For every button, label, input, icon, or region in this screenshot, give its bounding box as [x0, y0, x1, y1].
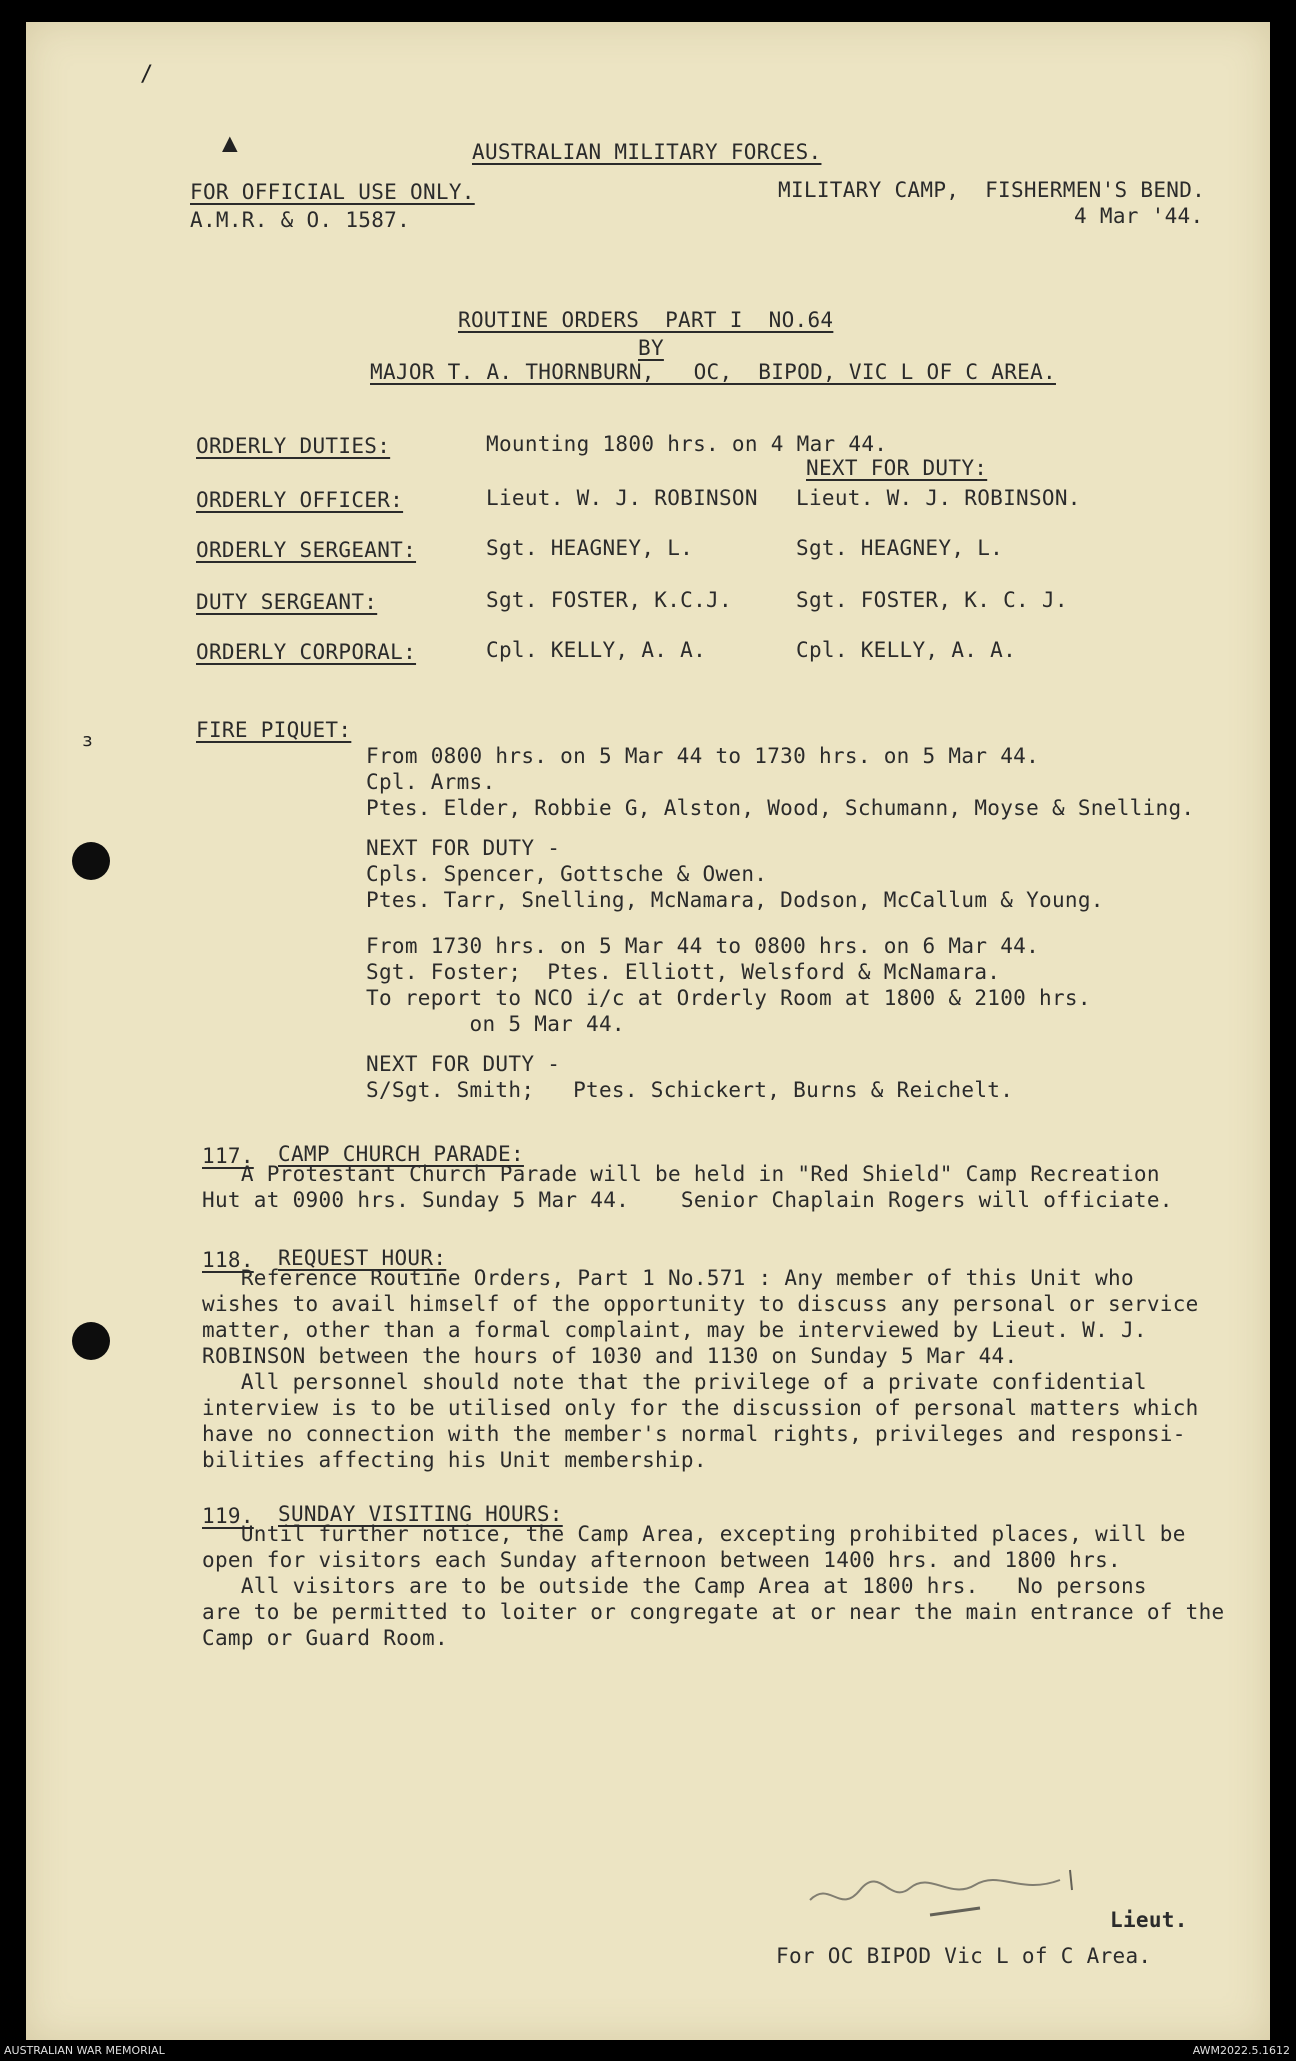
item-line: A Protestant Church Parade will be held in "Red Shield" Camp Recreation — [202, 1162, 1160, 1186]
item-line: Camp or Guard Room. — [202, 1626, 448, 1650]
duty-row-current: Lieut. W. J. ROBINSON — [486, 486, 758, 510]
duty-row-next: Lieut. W. J. ROBINSON. — [796, 486, 1081, 510]
official-use-label: FOR OFFICIAL USE ONLY. — [190, 180, 475, 204]
duty-row-next: Sgt. FOSTER, K. C. J. — [796, 588, 1068, 612]
item-number: 119. — [202, 1504, 254, 1528]
item-number: 117. — [202, 1144, 254, 1168]
amr-reference: A.M.R. & O. 1587. — [190, 208, 411, 232]
footer-source: AUSTRALIAN WAR MEMORIAL — [4, 2044, 165, 2057]
camp-location: MILITARY CAMP, FISHERMEN'S BEND. — [778, 178, 1206, 202]
fire-piquet-line: Sgt. Foster; Ptes. Elliott, Welsford & McNamara. — [366, 960, 1001, 984]
item-line: Until further notice, the Camp Area, excepting prohibited places, will be — [202, 1522, 1186, 1546]
orderly-duties-label: ORDERLY DUTIES: — [196, 434, 391, 458]
next-for-duty-heading: NEXT FOR DUTY: — [806, 456, 988, 480]
item-heading: SUNDAY VISITING HOURS: — [278, 1502, 563, 1526]
signature-rank: Lieut. — [1110, 1908, 1188, 1932]
duty-row-label: ORDERLY OFFICER: — [196, 488, 404, 512]
fire-piquet-line: Cpl. Arms. — [366, 770, 496, 794]
item-line: open for visitors each Sunday afternoon between 1400 hrs. and 1800 hrs. — [202, 1548, 1121, 1572]
item-line: All personnel should note that the privilege of a private confidential — [202, 1370, 1147, 1394]
signature-for: For OC BIPOD Vic L of C Area. — [776, 1944, 1152, 1968]
item-line: Hut at 0900 hrs. Sunday 5 Mar 44. Senior Chaplain Rogers will officiate. — [202, 1188, 1173, 1212]
item-line: All visitors are to be outside the Camp Area at 1800 hrs. No persons — [202, 1574, 1147, 1598]
ink-mark: ▲ — [222, 128, 238, 158]
footer-reference: AWM2022.5.1612 — [1192, 2044, 1290, 2057]
fire-piquet-line: NEXT FOR DUTY - — [366, 836, 561, 860]
fire-piquet-line: on 5 Mar 44. — [366, 1012, 625, 1036]
punch-hole-bottom — [72, 1322, 110, 1360]
orders-title: ROUTINE ORDERS PART I NO.64 — [458, 308, 834, 332]
fire-piquet-line: Ptes. Elder, Robbie G, Alston, Wood, Schumann, Moyse & Snelling. — [366, 796, 1195, 820]
item-heading: CAMP CHURCH PARADE: — [278, 1142, 524, 1166]
orderly-duties-value: Mounting 1800 hrs. on 4 Mar 44. — [486, 432, 888, 456]
duty-row-label: DUTY SERGEANT: — [196, 590, 378, 614]
duty-row-current: Sgt. FOSTER, K.C.J. — [486, 588, 732, 612]
item-line: have no connection with the member's normal rights, privileges and responsi- — [202, 1422, 1186, 1446]
document-title: AUSTRALIAN MILITARY FORCES. — [472, 140, 822, 164]
fire-piquet-line: S/Sgt. Smith; Ptes. Schickert, Burns & Reichelt. — [366, 1078, 1014, 1102]
orders-issuer: MAJOR T. A. THORNBURN, OC, BIPOD, VIC L OF C AREA. — [370, 360, 1056, 384]
item-line: are to be permitted to loiter or congregate at or near the main entrance of the — [202, 1600, 1225, 1624]
fire-piquet-line: To report to NCO i/c at Orderly Room at 1800 & 2100 hrs. — [366, 986, 1091, 1010]
document-date: 4 Mar '44. — [1074, 204, 1204, 228]
fire-piquet-line: NEXT FOR DUTY - — [366, 1052, 561, 1076]
duty-row-current: Cpl. KELLY, A. A. — [486, 638, 707, 662]
item-heading: REQUEST HOUR: — [278, 1246, 447, 1270]
fire-piquet-label: FIRE PIQUET: — [196, 718, 352, 742]
ink-mark: ɜ — [82, 730, 93, 751]
item-line: matter, other than a formal complaint, may be interviewed by Lieut. W. J. — [202, 1318, 1147, 1342]
orders-by: BY — [638, 336, 664, 360]
item-line: wishes to avail himself of the opportunity to discuss any personal or service — [202, 1292, 1199, 1316]
punch-hole-top — [72, 842, 110, 880]
fire-piquet-line: From 0800 hrs. on 5 Mar 44 to 1730 hrs. on 5 Mar 44. — [366, 744, 1040, 768]
item-line: interview is to be utilised only for the discussion of personal matters which — [202, 1396, 1199, 1420]
duty-row-next: Sgt. HEAGNEY, L. — [796, 536, 1004, 560]
fire-piquet-line: Cpls. Spencer, Gottsche & Owen. — [366, 862, 768, 886]
duty-row-current: Sgt. HEAGNEY, L. — [486, 536, 694, 560]
ink-mark: / — [140, 62, 154, 87]
fire-piquet-line: From 1730 hrs. on 5 Mar 44 to 0800 hrs. on 6 Mar 44. — [366, 934, 1040, 958]
item-line: Reference Routine Orders, Part 1 No.571 : Any member of this Unit who — [202, 1266, 1134, 1290]
duty-row-label: ORDERLY CORPORAL: — [196, 640, 417, 664]
handwritten-signature — [800, 1860, 1100, 1930]
item-number: 118. — [202, 1248, 254, 1272]
duty-row-label: ORDERLY SERGEANT: — [196, 538, 417, 562]
fire-piquet-line: Ptes. Tarr, Snelling, McNamara, Dodson, McCallum & Young. — [366, 888, 1104, 912]
item-line: ROBINSON between the hours of 1030 and 1130 on Sunday 5 Mar 44. — [202, 1344, 1018, 1368]
item-line: bilities affecting his Unit membership. — [202, 1448, 707, 1472]
duty-row-next: Cpl. KELLY, A. A. — [796, 638, 1017, 662]
